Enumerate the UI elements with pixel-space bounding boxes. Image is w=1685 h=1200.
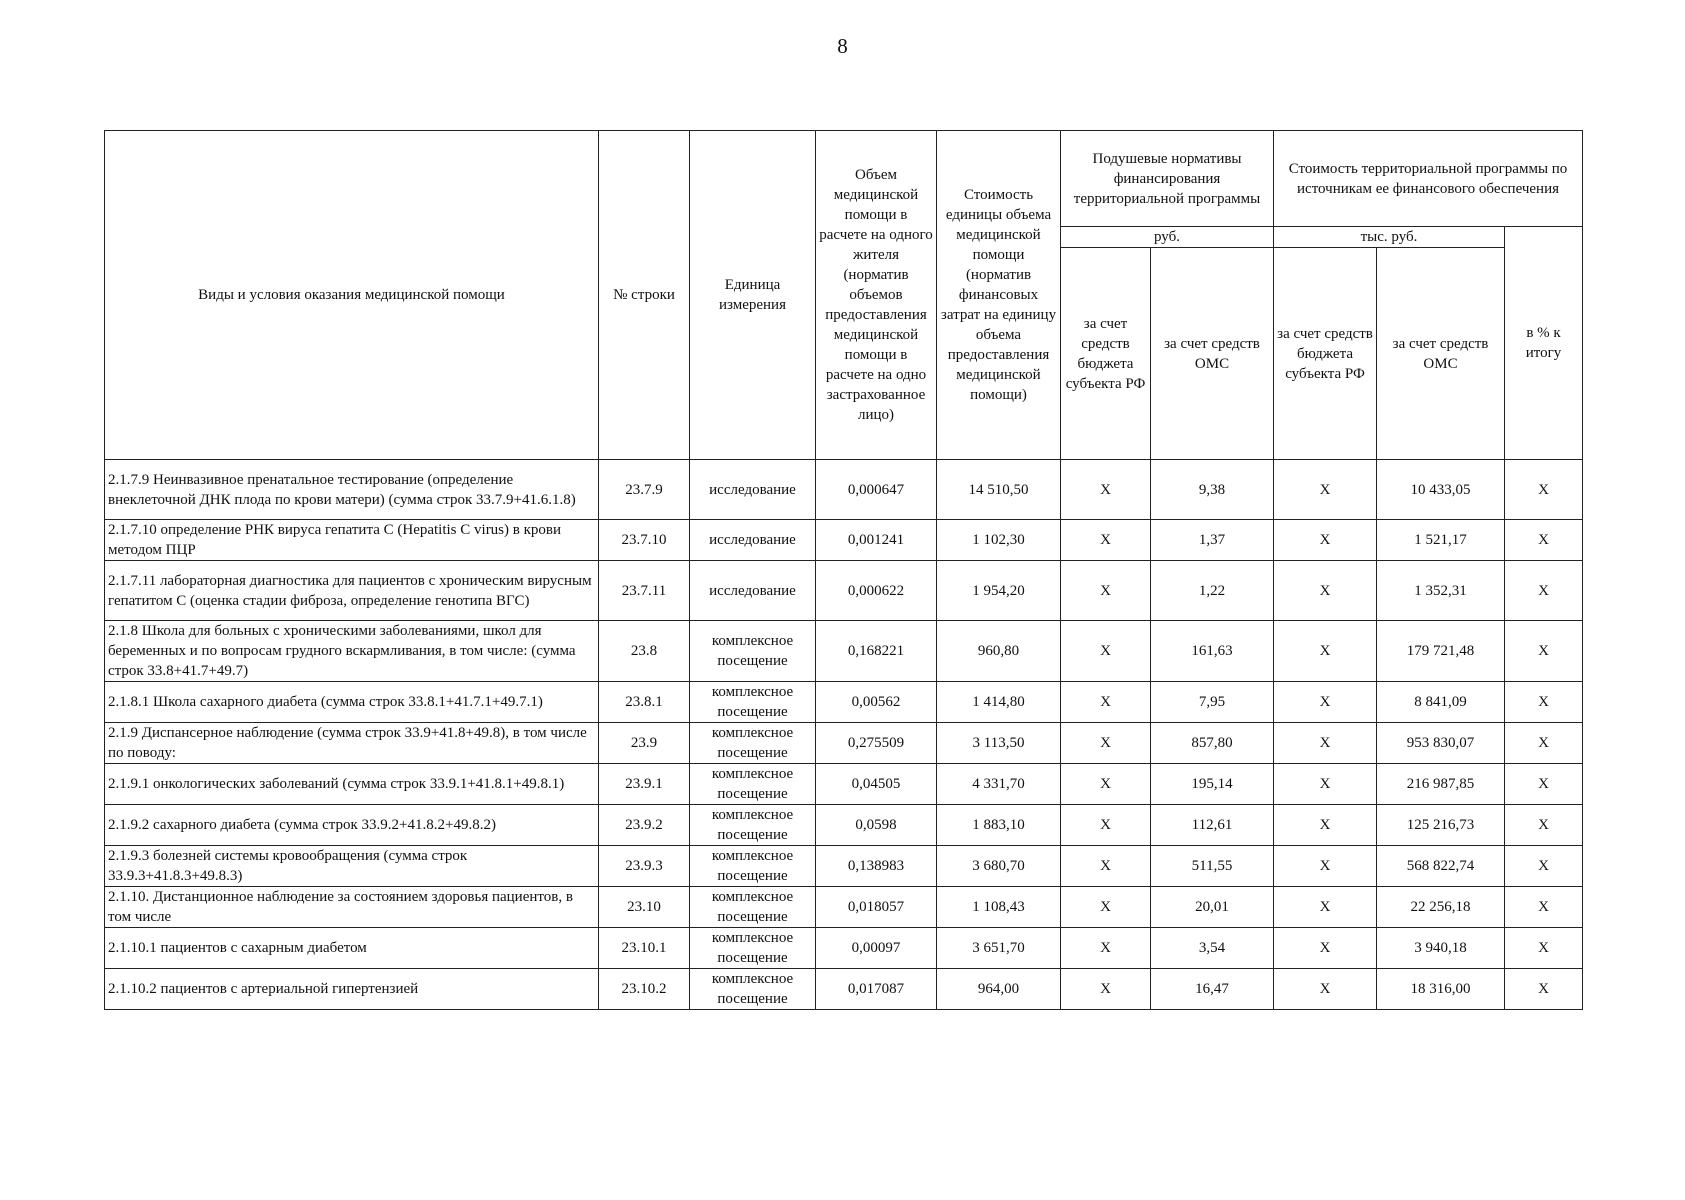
- cell-name: 2.1.7.9 Неинвазивное пренатальное тестирование (определение внеклеточной ДНК плода по крови матери) (сумма строк 33.7.9+41.6.1.8): [105, 460, 599, 520]
- page-number: 8: [837, 34, 848, 58]
- cell-total-oms: 22 256,18: [1377, 887, 1505, 928]
- cell-norm-oms: 9,38: [1151, 460, 1274, 520]
- table-row: [105, 723, 1583, 764]
- cell-percent: X: [1505, 846, 1583, 887]
- cell-norm-budget: X: [1061, 764, 1151, 805]
- table-row: [105, 928, 1583, 969]
- cell-percent: X: [1505, 621, 1583, 682]
- cell-total-oms: 3 940,18: [1377, 928, 1505, 969]
- table-row: [105, 561, 1583, 621]
- header-unit: Единица измерения: [690, 131, 816, 460]
- cell-name: 2.1.8.1 Школа сахарного диабета (сумма строк 33.8.1+41.7.1+49.7.1): [105, 682, 599, 723]
- cell-line: 23.10.1: [599, 928, 690, 969]
- cell-line: 23.7.10: [599, 520, 690, 561]
- cell-cost: 14 510,50: [937, 460, 1061, 520]
- cell-volume: 0,000647: [816, 460, 937, 520]
- cell-norm-oms: 7,95: [1151, 682, 1274, 723]
- cell-total-oms: 18 316,00: [1377, 969, 1505, 1010]
- cell-total-oms: 8 841,09: [1377, 682, 1505, 723]
- header-name: Виды и условия оказания медицинской помощи: [105, 131, 599, 460]
- cell-total-budget: X: [1274, 928, 1377, 969]
- cell-line: 23.8.1: [599, 682, 690, 723]
- cell-norm-budget: X: [1061, 460, 1151, 520]
- cell-cost: 3 113,50: [937, 723, 1061, 764]
- cell-total-oms: 1 521,17: [1377, 520, 1505, 561]
- cell-volume: 0,04505: [816, 764, 937, 805]
- table-row: [105, 621, 1583, 682]
- cell-volume: 0,017087: [816, 969, 937, 1010]
- cell-norm-budget: X: [1061, 520, 1151, 561]
- table-row: [105, 969, 1583, 1010]
- financing-table: [104, 130, 1583, 1010]
- cell-cost: 4 331,70: [937, 764, 1061, 805]
- header-total-oms: за счет средств ОМС: [1377, 248, 1505, 460]
- cell-norm-budget: X: [1061, 887, 1151, 928]
- cell-norm-oms: 20,01: [1151, 887, 1274, 928]
- cell-name: 2.1.8 Школа для больных с хроническими заболеваниями, школ для беременных и по вопросам грудного вскармливания, в том числе: (сумма строк 33.8+41.7+49.7): [105, 621, 599, 682]
- cell-name: 2.1.9.1 онкологических заболеваний (сумма строк 33.9.1+41.8.1+49.8.1): [105, 764, 599, 805]
- cell-total-budget: X: [1274, 460, 1377, 520]
- cell-total-budget: X: [1274, 723, 1377, 764]
- cell-total-budget: X: [1274, 520, 1377, 561]
- cell-cost: 1 102,30: [937, 520, 1061, 561]
- cell-percent: X: [1505, 928, 1583, 969]
- cell-name: 2.1.10.1 пациентов с сахарным диабетом: [105, 928, 599, 969]
- cell-cost: 960,80: [937, 621, 1061, 682]
- cell-volume: 0,001241: [816, 520, 937, 561]
- cell-total-oms: 216 987,85: [1377, 764, 1505, 805]
- cell-percent: X: [1505, 764, 1583, 805]
- cell-name: 2.1.10. Дистанционное наблюдение за состоянием здоровья пациентов, в том числе: [105, 887, 599, 928]
- cell-unit: исследование: [690, 520, 816, 561]
- cell-total-oms: 568 822,74: [1377, 846, 1505, 887]
- cell-norm-budget: X: [1061, 723, 1151, 764]
- cell-cost: 964,00: [937, 969, 1061, 1010]
- cell-unit: комплексное посещение: [690, 723, 816, 764]
- cell-volume: 0,0598: [816, 805, 937, 846]
- cell-line: 23.10.2: [599, 969, 690, 1010]
- cell-cost: 1 954,20: [937, 561, 1061, 621]
- cell-percent: X: [1505, 460, 1583, 520]
- cell-norm-oms: 112,61: [1151, 805, 1274, 846]
- cell-norm-oms: 1,37: [1151, 520, 1274, 561]
- cell-line: 23.9.3: [599, 846, 690, 887]
- cell-name: 2.1.7.11 лабораторная диагностика для пациентов с хроническим вирусным гепатитом С (оценка стадии фиброза, определение генотипа ВГС): [105, 561, 599, 621]
- cell-line: 23.8: [599, 621, 690, 682]
- cell-line: 23.10: [599, 887, 690, 928]
- table-row: [105, 887, 1583, 928]
- cell-total-budget: X: [1274, 887, 1377, 928]
- cell-volume: 0,00562: [816, 682, 937, 723]
- header-unit-thousand-rub: тыс. руб.: [1274, 227, 1505, 248]
- cell-total-budget: X: [1274, 846, 1377, 887]
- table-row: [105, 764, 1583, 805]
- cell-line: 23.9.1: [599, 764, 690, 805]
- cell-unit: комплексное посещение: [690, 764, 816, 805]
- cell-name: 2.1.9.3 болезней системы кровообращения (сумма строк 33.9.3+41.8.3+49.8.3): [105, 846, 599, 887]
- cell-volume: 0,00097: [816, 928, 937, 969]
- cell-total-budget: X: [1274, 969, 1377, 1010]
- table-row: [105, 846, 1583, 887]
- cell-norm-budget: X: [1061, 846, 1151, 887]
- cell-unit: комплексное посещение: [690, 682, 816, 723]
- cell-percent: X: [1505, 561, 1583, 621]
- cell-unit: комплексное посещение: [690, 969, 816, 1010]
- cell-name: 2.1.7.10 определение РНК вируса гепатита С (Hepatitis C virus) в крови методом ПЦР: [105, 520, 599, 561]
- cell-norm-oms: 511,55: [1151, 846, 1274, 887]
- cell-norm-oms: 1,22: [1151, 561, 1274, 621]
- cell-total-budget: X: [1274, 561, 1377, 621]
- cell-total-oms: 953 830,07: [1377, 723, 1505, 764]
- cell-norm-oms: 161,63: [1151, 621, 1274, 682]
- cell-norm-oms: 16,47: [1151, 969, 1274, 1010]
- cell-total-budget: X: [1274, 805, 1377, 846]
- cell-unit: исследование: [690, 561, 816, 621]
- cell-volume: 0,000622: [816, 561, 937, 621]
- cell-total-oms: 1 352,31: [1377, 561, 1505, 621]
- cell-volume: 0,018057: [816, 887, 937, 928]
- cell-cost: 1 414,80: [937, 682, 1061, 723]
- cell-cost: 1 883,10: [937, 805, 1061, 846]
- cell-volume: 0,138983: [816, 846, 937, 887]
- cell-total-budget: X: [1274, 764, 1377, 805]
- cell-total-budget: X: [1274, 621, 1377, 682]
- header-line: № строки: [599, 131, 690, 460]
- cell-total-oms: 10 433,05: [1377, 460, 1505, 520]
- cell-volume: 0,275509: [816, 723, 937, 764]
- cell-line: 23.9.2: [599, 805, 690, 846]
- cell-norm-budget: X: [1061, 969, 1151, 1010]
- header-percent: в % к итогу: [1505, 227, 1583, 460]
- header-cost: Стоимость единицы объема медицинской помощи (норматив финансовых затрат на единицу объема предоставления медицинской помощи): [937, 131, 1061, 460]
- cell-line: 23.7.11: [599, 561, 690, 621]
- header-total-budget: за счет средств бюджета субъекта РФ: [1274, 248, 1377, 460]
- cell-name: 2.1.9 Диспансерное наблюдение (сумма строк 33.9+41.8+49.8), в том числе по поводу:: [105, 723, 599, 764]
- cell-norm-oms: 195,14: [1151, 764, 1274, 805]
- cell-unit: комплексное посещение: [690, 621, 816, 682]
- cell-line: 23.9: [599, 723, 690, 764]
- table-row: [105, 805, 1583, 846]
- header-norm-budget: за счет средств бюджета субъекта РФ: [1061, 248, 1151, 460]
- cell-unit: исследование: [690, 460, 816, 520]
- table-row: [105, 460, 1583, 520]
- cell-cost: 3 651,70: [937, 928, 1061, 969]
- cell-line: 23.7.9: [599, 460, 690, 520]
- table-row: [105, 682, 1583, 723]
- cell-unit: комплексное посещение: [690, 846, 816, 887]
- cell-norm-budget: X: [1061, 621, 1151, 682]
- cell-total-budget: X: [1274, 682, 1377, 723]
- cell-norm-oms: 857,80: [1151, 723, 1274, 764]
- cell-name: 2.1.10.2 пациентов с артериальной гипертензией: [105, 969, 599, 1010]
- header-group-sources: Стоимость территориальной программы по источникам ее финансового обеспечения: [1274, 131, 1583, 227]
- table-row: [105, 520, 1583, 561]
- cell-norm-budget: X: [1061, 805, 1151, 846]
- cell-unit: комплексное посещение: [690, 805, 816, 846]
- cell-percent: X: [1505, 723, 1583, 764]
- cell-cost: 1 108,43: [937, 887, 1061, 928]
- header-volume: Объем медицинской помощи в расчете на одного жителя (норматив объемов предоставления медицинской помощи в расчете на одно застрахованное лицо): [816, 131, 937, 460]
- cell-percent: X: [1505, 805, 1583, 846]
- cell-norm-oms: 3,54: [1151, 928, 1274, 969]
- cell-unit: комплексное посещение: [690, 928, 816, 969]
- cell-percent: X: [1505, 520, 1583, 561]
- cell-norm-budget: X: [1061, 561, 1151, 621]
- cell-percent: X: [1505, 682, 1583, 723]
- cell-norm-budget: X: [1061, 928, 1151, 969]
- cell-volume: 0,168221: [816, 621, 937, 682]
- header-norm-oms: за счет средств ОМС: [1151, 248, 1274, 460]
- cell-total-oms: 125 216,73: [1377, 805, 1505, 846]
- table-body: [105, 460, 1583, 1010]
- cell-percent: X: [1505, 887, 1583, 928]
- header-group-norms: Подушевые нормативы финансирования территориальной программы: [1061, 131, 1274, 227]
- cell-unit: комплексное посещение: [690, 887, 816, 928]
- header-unit-rub: руб.: [1061, 227, 1274, 248]
- cell-name: 2.1.9.2 сахарного диабета (сумма строк 33.9.2+41.8.2+49.8.2): [105, 805, 599, 846]
- cell-total-oms: 179 721,48: [1377, 621, 1505, 682]
- cell-norm-budget: X: [1061, 682, 1151, 723]
- cell-cost: 3 680,70: [937, 846, 1061, 887]
- cell-percent: X: [1505, 969, 1583, 1010]
